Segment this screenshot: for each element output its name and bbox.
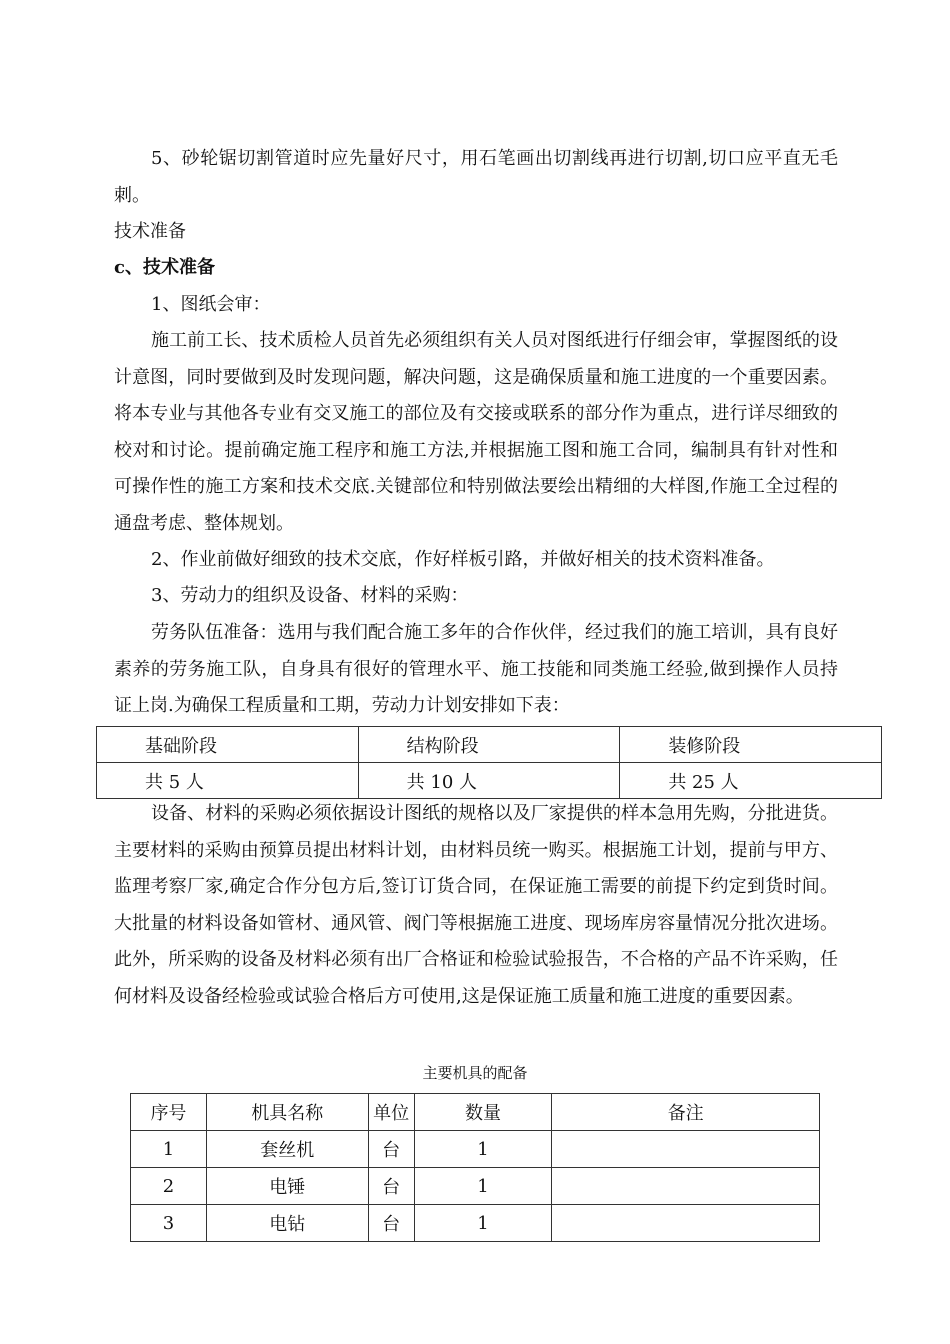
- paragraph-labor: 劳务队伍准备：选用与我们配合施工多年的合作伙伴，经过我们的施工培训，具有良好素养的劳务施工队，自身具有很好的管理水平、施工技能和同类施工经验,做到操作人员持证上岗.为确保工程质量和工期，劳动力计划安排如下表：: [114, 622, 838, 716]
- cell-unit: 台: [368, 1131, 414, 1168]
- column-header-quantity: 数量: [414, 1094, 552, 1131]
- tools-table-caption: 主要机具的配备: [422, 1064, 528, 1082]
- column-header-tool-name: 机具名称: [206, 1094, 368, 1131]
- cell-tool-name: 电钻: [206, 1205, 368, 1242]
- table-row: [97, 763, 882, 799]
- tech-prep-label: 技术准备: [114, 221, 186, 242]
- paragraph-item2: 2、作业前做好细致的技术交底，作好样板引路，并做好相关的技术资料准备。: [151, 549, 775, 570]
- cell-tool-name: 电锤: [206, 1168, 368, 1205]
- paragraph-cutting: 5、砂轮锯切割管道时应先量好尺寸，用石笔画出切割线再进行切割,切口应平直无毛刺。: [114, 148, 838, 206]
- labor-header-decoration: 装修阶段: [620, 727, 882, 763]
- cell-index: 1: [131, 1131, 207, 1168]
- cell-index: 2: [131, 1168, 207, 1205]
- item3-title: 3、劳动力的组织及设备、材料的采购：: [151, 585, 469, 606]
- cell-unit: 台: [368, 1205, 414, 1242]
- table-row: [131, 1168, 820, 1205]
- column-header-index: 序号: [131, 1094, 207, 1131]
- cell-quantity: 1: [414, 1168, 552, 1205]
- labor-value-decoration: 共 25 人: [620, 763, 882, 799]
- cell-tool-name: 套丝机: [206, 1131, 368, 1168]
- labor-header-foundation: 基础阶段: [97, 727, 359, 763]
- section-heading-tech-prep: c、技术准备: [114, 257, 215, 278]
- labor-value-structure: 共 10 人: [358, 763, 620, 799]
- cell-quantity: 1: [414, 1205, 552, 1242]
- cell-remarks: [552, 1131, 820, 1168]
- labor-value-foundation: 共 5 人: [97, 763, 359, 799]
- column-header-remarks: 备注: [552, 1094, 820, 1131]
- table-row: [131, 1131, 820, 1168]
- cell-remarks: [552, 1205, 820, 1242]
- cell-remarks: [552, 1168, 820, 1205]
- column-header-unit: 单位: [368, 1094, 414, 1131]
- paragraph-procurement: 设备、材料的采购必须依据设计图纸的规格以及厂家提供的样本急用先购，分批进货。主要材料的采购由预算员提出材料计划，由材料员统一购买。根据施工计划，提前与甲方、监理考察厂家,确定合作分包方后,签订订货合同，在保证施工需要的前提下约定到货时间。大批量的材料设备如管材、通风管、阀门等根据施工进度、现场库房容量情况分批次进场。此外，所采购的设备及材料必须有出厂合格证和检验试验报告，不合格的产品不许采购，任何材料及设备经检验或试验合格后方可使用,这是保证施工质量和施工进度的重要因素。: [114, 803, 838, 1007]
- cell-unit: 台: [368, 1168, 414, 1205]
- table-header-row: [131, 1094, 820, 1131]
- table-row: [97, 727, 882, 763]
- paragraph-drawing-review: 施工前工长、技术质检人员首先必须组织有关人员对图纸进行仔细会审，掌握图纸的设计意图，同时要做到及时发现问题，解决问题，这是确保质量和施工进度的一个重要因素。将本专业与其他各专业有交叉施工的部位及有交接或联系的部分作为重点，进行详尽细致的校对和讨论。提前确定施工程序和施工方法,并根据施工图和施工合同，编制具有针对性和可操作性的施工方案和技术交底.关键部位和特别做法要绘出精细的大样图,作施工全过程的通盘考虑、整体规划。: [114, 330, 838, 534]
- labor-header-structure: 结构阶段: [358, 727, 620, 763]
- labor-plan-table: [96, 726, 882, 799]
- cell-quantity: 1: [414, 1131, 552, 1168]
- tools-table: [130, 1093, 820, 1242]
- table-row: [131, 1205, 820, 1242]
- item1-title: 1、图纸会审：: [151, 294, 271, 315]
- cell-index: 3: [131, 1205, 207, 1242]
